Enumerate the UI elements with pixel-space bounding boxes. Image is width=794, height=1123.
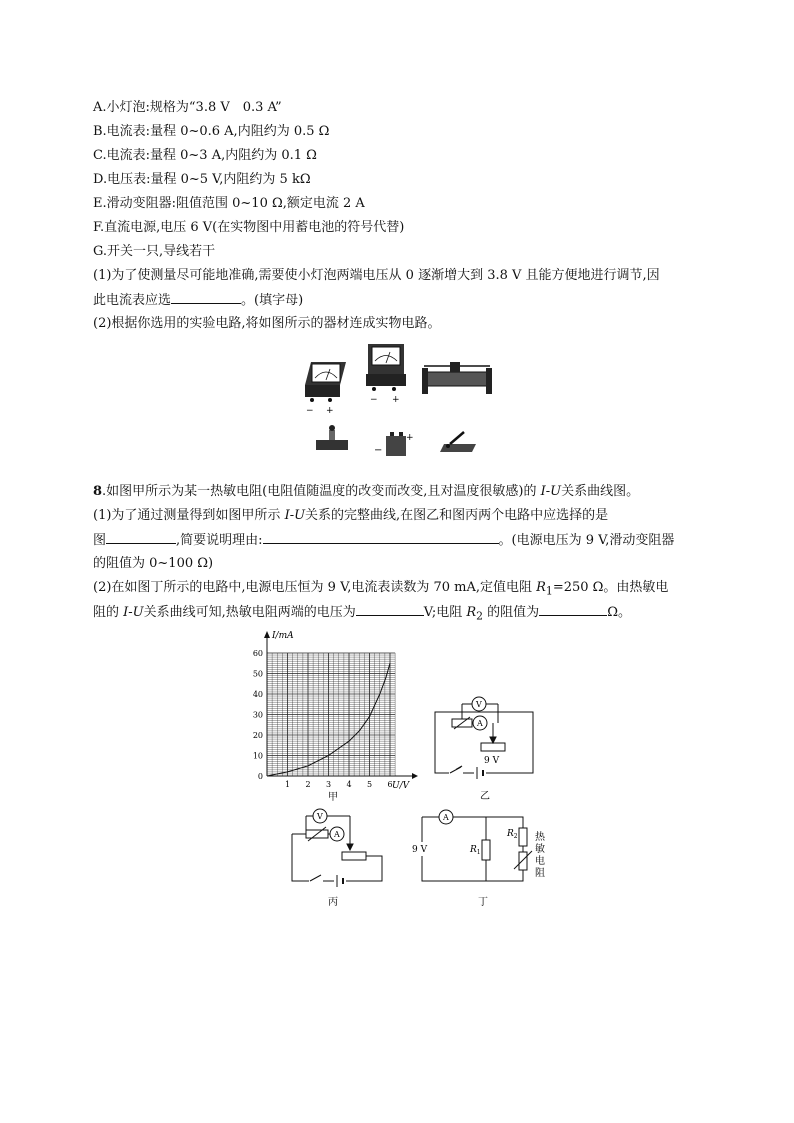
battery-device <box>374 432 414 456</box>
iu-graph <box>250 628 420 806</box>
q8-part2-line2 <box>93 603 631 626</box>
caption-bing: 丙 <box>328 897 338 908</box>
q8-p2-f: 的阻值为 <box>483 605 540 620</box>
q8-p2-b: =250 Ω。由热敏电 <box>552 580 669 595</box>
ding-source-label: 9 V <box>412 845 428 855</box>
q8-p1-d: ,简要说明理由: <box>176 533 263 548</box>
x-axis-arrow <box>412 773 418 779</box>
thermistor-char-2: 敏 <box>535 844 545 855</box>
q8-p1-a: (1)为了通过测量得到如图甲所示 <box>93 508 285 523</box>
q8-p2-d: 关系曲线可知,热敏电阻两端的电压为 <box>143 605 356 620</box>
thermistor-char-1: 热 <box>535 832 545 843</box>
q8-r1-sub: 1 <box>545 584 553 598</box>
q8-part1-line1 <box>93 507 608 525</box>
y-axis-label: I/mA <box>272 631 294 641</box>
answer-blank-voltage[interactable] <box>356 603 424 616</box>
q8-r2-sub: 2 <box>476 609 484 623</box>
ding-ammeter-label: A <box>443 813 449 822</box>
thermistor-char-3: 电 <box>535 856 545 867</box>
voltmeter-device <box>366 344 406 405</box>
option-b: B.电流表:量程 0~0.6 A,内阻约为 0.5 Ω <box>93 124 330 139</box>
caption-jia: 甲 <box>328 792 338 803</box>
answer-blank-reason[interactable] <box>263 531 499 544</box>
knife-switch <box>440 432 476 452</box>
y-tick-label: 20 <box>252 731 263 740</box>
circuit-ding <box>408 806 560 908</box>
q7-part2: (2)根据你选用的实验电路,将如图所示的器材连成实物电路。 <box>93 316 441 331</box>
option-f: F.直流电源,电压 6 V(在实物图中用蓄电池的符号代替) <box>93 220 405 235</box>
battery-plus-label: + <box>406 433 414 443</box>
q8-iu-2: I-U <box>284 508 306 523</box>
bing-ammeter-label: A <box>334 830 340 839</box>
q8-p1-c: 图 <box>93 533 107 548</box>
q8-p1-b: 关系的完整曲线,在图乙和图丙两个电路中应选择的是 <box>305 508 609 523</box>
yi-ammeter-label: A <box>477 719 483 728</box>
voltmeter-minus-label: − <box>370 395 378 405</box>
option-a: A.小灯泡:规格为“3.8 V 0.3 A” <box>93 100 282 115</box>
q8-iu-3: I-U <box>123 605 144 620</box>
q8-iu-1: I-U <box>540 484 562 499</box>
caption-yi: 乙 <box>480 791 490 802</box>
q7-part1-text: 此电流表应选 <box>93 293 172 308</box>
battery-minus-label: − <box>374 445 383 456</box>
voltmeter-plus-label: + <box>392 395 400 405</box>
caption-ding: 丁 <box>478 897 488 908</box>
x-tick-labels <box>285 780 393 789</box>
option-d: D.电压表:量程 0~5 V,内阻约为 5 kΩ <box>93 172 311 187</box>
yi-voltmeter-label: V <box>476 700 482 709</box>
thermistor-char-4: 阻 <box>535 868 545 879</box>
y-tick-label: 0 <box>257 772 263 781</box>
q8-part1-line3: 的阻值为 0~100 Ω) <box>93 556 214 571</box>
q8-intro <box>93 483 639 501</box>
q8-p1-e: 。(电源电压为 9 V,滑动变阻器 <box>498 533 675 548</box>
x-tick-label: 1 <box>284 780 291 789</box>
x-tick-label: 5 <box>366 780 373 789</box>
q8-intro-b: 关系曲线图。 <box>561 484 640 499</box>
y-tick-label: 30 <box>252 710 263 720</box>
circuit-yi <box>428 693 540 803</box>
q7-part1-line1: (1)为了使测量尽可能地准确,需要使小灯泡两端电压从 0 逐渐增大到 3.8 V 且能方便地进行调节,因 <box>93 268 660 283</box>
x-tick-label: 6 <box>387 780 393 789</box>
thermistor-label <box>535 830 546 879</box>
q8-p2-a: (2)在如图丁所示的电路中,电源电压恒为 9 V,电流表读数为 70 mA,定值电阻 <box>93 580 537 595</box>
y-tick-label: 40 <box>252 690 263 699</box>
option-e: E.滑动变阻器:阻值范围 0~10 Ω,额定电流 2 A <box>93 196 365 211</box>
rheostat-device <box>422 362 492 394</box>
x-axis-label: U/V <box>392 781 410 791</box>
y-tick-labels <box>253 649 263 781</box>
bing-voltmeter-label: V <box>317 812 323 821</box>
ding-r1-label: $R_1$ <box>470 845 481 856</box>
yi-source-label: 9 V <box>484 756 500 766</box>
q7-part1-tail: 。(填字母) <box>241 293 304 308</box>
q8-intro-a: .如图甲所示为某一热敏电阻(电阻值随温度的改变而改变,且对温度很敏感)的 <box>102 484 541 499</box>
y-tick-label: 50 <box>252 669 263 679</box>
graph-grid <box>267 653 395 776</box>
ammeter-minus-label: − <box>306 406 314 416</box>
apparatus-figure <box>300 340 500 465</box>
q8-r2: R <box>466 605 477 620</box>
ding-r2-label: $R_2$ <box>507 829 518 840</box>
q8-p2-e: V;电阻 <box>423 605 467 620</box>
q8-part2-line1 <box>93 579 668 601</box>
ammeter-plus-label: + <box>326 406 334 416</box>
option-g: G.开关一只,导线若干 <box>93 244 216 259</box>
y-axis-arrow <box>264 631 270 638</box>
ammeter-device <box>305 362 346 416</box>
x-tick-label: 4 <box>346 780 352 789</box>
q8-p2-g: Ω。 <box>607 605 631 620</box>
answer-blank-circuit[interactable] <box>106 531 176 544</box>
q8-part1-line2 <box>93 531 674 550</box>
circuit-bing <box>284 806 394 908</box>
y-tick-label: 10 <box>252 751 263 761</box>
q7-part1-line2 <box>93 291 303 310</box>
y-tick-label: 60 <box>252 649 263 658</box>
q8-p2-c: 阻的 <box>93 605 124 620</box>
q8-r1: R <box>536 580 546 595</box>
answer-blank-ammeter[interactable] <box>171 291 241 304</box>
x-tick-label: 2 <box>305 780 311 789</box>
x-tick-label: 3 <box>325 780 332 789</box>
answer-blank-resistance[interactable] <box>539 603 607 616</box>
q8-number: 8 <box>93 484 103 499</box>
lamp-holder <box>316 425 348 450</box>
option-c: C.电流表:量程 0~3 A,内阻约为 0.1 Ω <box>93 148 317 163</box>
